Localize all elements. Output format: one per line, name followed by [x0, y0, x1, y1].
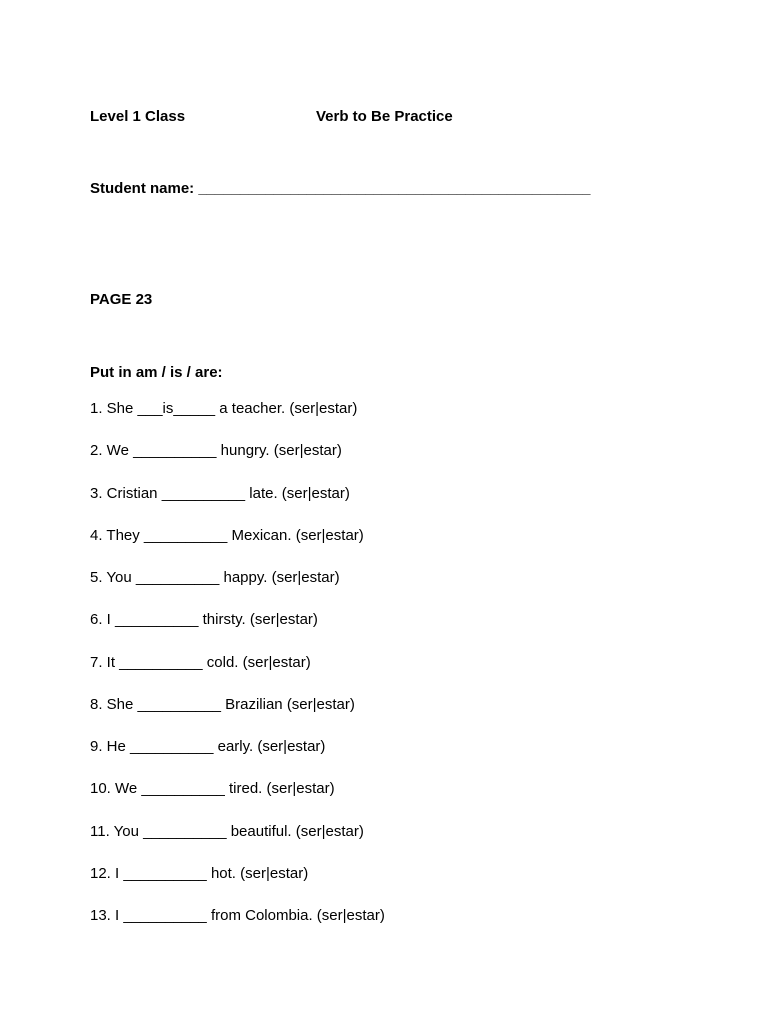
- instructions: Put in am / is / are:: [90, 364, 223, 381]
- class-label: Level 1 Class: [90, 108, 186, 125]
- exercise-item: 9. He __________ early. (ser|estar): [90, 738, 326, 755]
- student-name-line: Student name: _______________________________________________: [90, 180, 591, 197]
- worksheet-title: Verb to Be Practice: [316, 108, 453, 125]
- exercise-item: 2. We __________ hungry. (ser|estar): [90, 442, 342, 460]
- exercise-item: 1. She ___is_____ a teacher. (ser|estar): [90, 400, 358, 417]
- page-number: PAGE 23: [90, 291, 153, 308]
- exercise-item: 11. You __________ beautiful. (ser|estar): [90, 822, 364, 840]
- exercise-item: 13. I __________ from Colombia. (ser|estar): [90, 907, 385, 924]
- exercise-item: 3. Cristian __________ late. (ser|estar): [90, 484, 350, 502]
- exercise-item: 6. I __________ thirsty. (ser|estar): [90, 611, 318, 629]
- exercise-item: 4. They __________ Mexican. (ser|estar): [90, 526, 364, 544]
- exercise-item: 12. I __________ hot. (ser|estar): [90, 864, 309, 882]
- exercise-item: 8. She __________ Brazilian (ser|estar): [90, 695, 355, 713]
- exercise-item: 5. You __________ happy. (ser|estar): [90, 569, 340, 586]
- exercise-item: 10. We __________ tired. (ser|estar): [90, 780, 335, 798]
- exercise-item: 7. It __________ cold. (ser|estar): [90, 653, 311, 671]
- exercise-list: [90, 400, 385, 949]
